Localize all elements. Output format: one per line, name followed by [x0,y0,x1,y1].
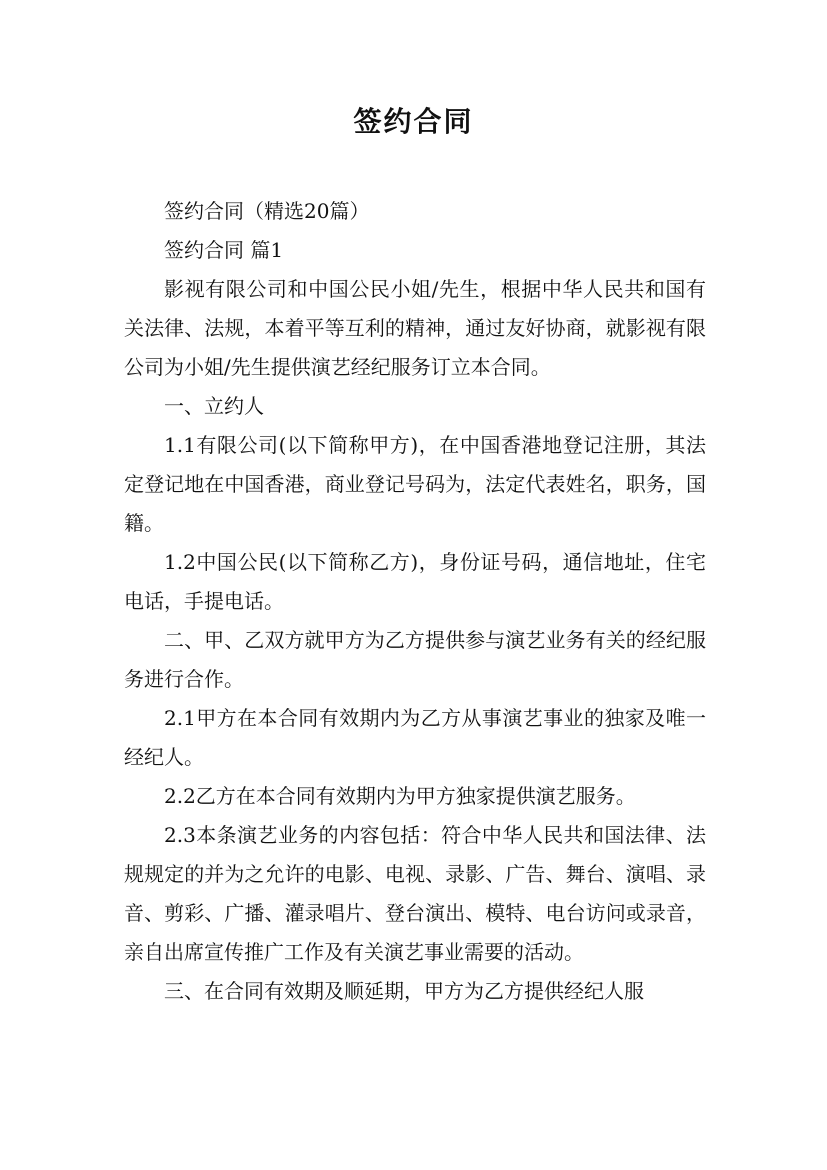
paragraph-clause-1-1: 1.1有限公司(以下简称甲方)，在中国香港地登记注册，其法定登记地在中国香港，商业登记号码为，法定代表姓名，职务，国籍。 [124,433,706,535]
paragraph-clause-2: 二、甲、乙双方就甲方为乙方提供参与演艺业务有关的经纪服务进行合作。 [124,628,706,691]
paragraph-preamble: 影视有限公司和中国公民小姐/先生，根据中华人民共和国有关法律、法规，本着平等互利的精神，通过友好协商，就影视有限公司为小姐/先生提供演艺经纪服务订立本合同。 [124,277,706,379]
paragraph-clause-1-2: 1.2中国公民(以下简称乙方)，身份证号码，通信地址，住宅电话，手提电话。 [124,550,706,613]
paragraph-clause-3: 三、在合同有效期及顺延期，甲方为乙方提供经纪人服 [164,979,644,1003]
paragraph-subtitle: 签约合同（精选20篇） [164,199,370,223]
paragraph-clause-2-2: 2.2乙方在本合同有效期内为甲方独家提供演艺服务。 [164,784,636,808]
paragraph-section-heading: 签约合同 篇1 [164,238,284,262]
paragraph-clause-2-3: 2.3本条演艺业务的内容包括：符合中华人民共和国法律、法规规定的并为之允许的电影、电视、录影、广告、舞台、演唱、录音、剪彩、广播、灌录唱片、登台演出、模特、电台访问或录音，亲自出席宣传推广工作及有关演艺事业需要的活动。 [124,823,706,964]
paragraph-clause-1: 一、立约人 [164,394,264,418]
document-title: 签约合同 [353,105,474,138]
paragraph-clause-2-1: 2.1甲方在本合同有效期内为乙方从事演艺事业的独家及唯一经纪人。 [124,706,706,769]
document-body [124,192,706,1011]
